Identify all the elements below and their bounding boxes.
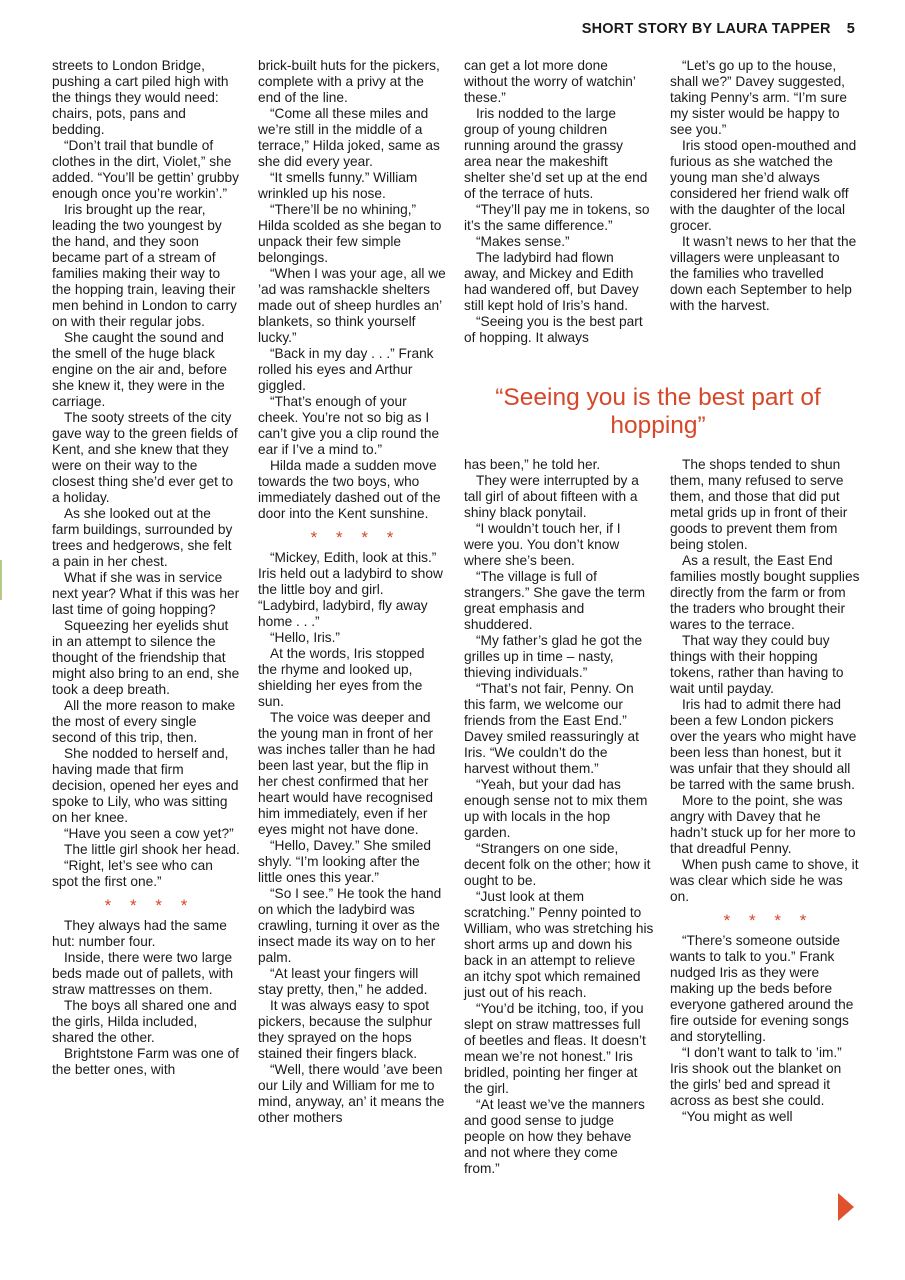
paragraph: “I don’t want to talk to ’im.” Iris shook out the blanket on the girls’ bed and spread it across as best she could. (670, 1045, 842, 1108)
paragraph: brick-built huts for the pickers, complete with a privy at the end of the line. (258, 58, 440, 105)
paragraph: “You’d be itching, too, if you slept on straw mattresses full of beetles and fleas. It doesn’t mean we’re not honest.” Iris bridled, pointing her finger at the girl. (464, 1001, 646, 1096)
paragraph: “There’s someone outside wants to talk to you.” Frank nudged Iris as they were making up the beds before everyone gathered around the fire outside for evening songs and storytelling. (670, 933, 854, 1044)
paragraph: “Makes sense.” (476, 234, 570, 249)
paragraph: The voice was deeper and the young man in front of her was inches taller than he had been last year, but the flip in her chest confirmed that her heart would have recognised him immediately, even if her eyes might not have done. (258, 710, 436, 837)
paragraph: “They’ll pay me in tokens, so it’s the same difference.” (464, 202, 650, 233)
column-2-part-1 (258, 58, 446, 522)
paragraph: She caught the sound and the smell of the huge black engine on the air and, before she knew it, they were in the carriage. (52, 330, 228, 409)
paragraph: “At least your fingers will stay pretty, then,” he added. (258, 966, 428, 997)
paragraph: She nodded to herself and, having made that firm decision, opened her eyes and spoke to Lily, who was sitting on her knee. (52, 746, 239, 825)
paragraph: When push came to shove, it was clear which side he was on. (670, 857, 859, 904)
paragraph: Iris nodded to the large group of young children running around the grassy area near the makeshift shelter she’d set up at the end of the terrace of huts. (464, 106, 648, 201)
column-1-part-2 (52, 918, 240, 1078)
paragraph: “Just look at them scratching.” Penny pointed to William, who was stretching his short arms up and down his back in an attempt to relieve an itchy spot which remained just out of his reach. (464, 889, 654, 1000)
paragraph: It was always easy to spot pickers, because the sulphur they sprayed on the hops stained their fingers black. (258, 998, 433, 1061)
paragraph: What if she was in service next year? What if this was her last time of going hopping? (52, 570, 240, 617)
column-3-bottom-text (464, 457, 654, 1177)
section-break-stars: * * * * (723, 911, 807, 930)
paragraph: “I wouldn’t touch her, if I were you. You don’t know where she’s been. (464, 521, 621, 568)
paragraph: As she looked out at the farm buildings, surrounded by trees and hedgerows, she felt a pain in her chest. (52, 506, 233, 569)
paragraph: “Strangers on one side, decent folk on the other; how it ought to be. (464, 841, 651, 888)
paragraph: “Well, there would ’ave been our Lily and William for me to mind, anyway, an’ it means the other mothers (258, 1062, 445, 1125)
paragraph: The little girl shook her head. (64, 842, 240, 857)
column-3-bottom (464, 457, 654, 1177)
paragraph: Brightstone Farm was one of the better ones, with (52, 1046, 239, 1077)
paragraph: “At least we’ve the manners and good sense to judge people on how they behave and not where they come from.” (464, 1097, 645, 1176)
paragraph: “That’s enough of your cheek. You’re not so big as I can’t give you a clip round the ear if I’ve a mind to.” (258, 394, 440, 457)
paragraph: “That’s not fair, Penny. On this farm, we welcome our friends from the East End.” Davey smiled reassuringly at Iris. “We couldn’t do the harvest without them.” (464, 681, 639, 776)
paragraph: At the words, Iris stopped the rhyme and looked up, shielding her eyes from the sun. (258, 646, 425, 709)
column-2-part-2 (258, 550, 446, 1126)
section-break-stars: * * * * (310, 528, 394, 547)
paragraph: “Hello, Iris.” (270, 630, 340, 645)
paragraph: “Yeah, but your dad has enough sense not to mix them up with locals in the hop garden. (464, 777, 648, 840)
paragraph: Squeezing her eyelids shut in an attempt to silence the thought of the friendship that might also bring to an end, she took a deep breath. (52, 618, 240, 697)
paragraph: “Mickey, Edith, look at this.” Iris held out a ladybird to show the little boy and girl. “Ladybird, ladybird, fly away home . . .” (258, 550, 443, 629)
paragraph: “When I was your age, all we ’ad was ramshackle shelters made out of sheep hurdles an’ blankets, so think yourself lucky.” (258, 266, 446, 345)
paragraph: “You might as well (682, 1109, 793, 1124)
paragraph: They always had the same hut: number four. (52, 918, 227, 949)
paragraph: “The village is full of strangers.” She gave the term great emphasis and shuddered. (464, 569, 646, 632)
column-4-bottom-part-1 (670, 457, 860, 905)
paragraph: “Right, let’s see who can spot the first one.” (52, 858, 213, 889)
paragraph: “My father’s glad he got the grilles up in time – nasty, thieving individuals.” (464, 633, 643, 680)
column-4-bottom (670, 457, 860, 1125)
column-1 (52, 58, 240, 1078)
paragraph: The shops tended to shun them, many refused to serve them, and those that did put metal grids up in front of their goods to prevent them from being stolen. (670, 457, 848, 552)
page-number: 5 (846, 21, 855, 37)
column-4-top (670, 58, 858, 314)
paragraph: Iris stood open-mouthed and furious as she watched the young man she’d always considered her friend walk off with the daughter of the local grocer. (670, 138, 857, 233)
continue-arrow-icon (838, 1193, 854, 1221)
column-1-part-1 (52, 58, 240, 890)
paragraph: Iris had to admit there had been a few London pickers over the years who might have been less than honest, but it was unfair that they should all be tarred with the same brush. (670, 697, 857, 792)
paragraph: That way they could buy things with their hopping tokens, rather than having to wait until payday. (670, 633, 844, 696)
section-break-stars: * * * * (104, 896, 188, 915)
paragraph: More to the point, she was angry with Davey that he hadn’t stuck up for her more to that dreadful Penny. (670, 793, 856, 856)
column-4-top-text (670, 58, 858, 314)
paragraph: “It smells funny.” William wrinkled up his nose. (258, 170, 418, 201)
pull-quote: “Seeing you is the best part of hopping” (495, 384, 821, 439)
paragraph: “Back in my day . . .” Frank rolled his eyes and Arthur giggled. (258, 346, 434, 393)
page-header (582, 21, 855, 37)
column-2 (258, 58, 446, 1126)
paragraph: It wasn’t news to her that the villagers were unpleasant to the families who travelled down each September to help with the harvest. (670, 234, 857, 313)
column-3-top (464, 58, 652, 346)
paragraph: “Hello, Davey.” She smiled shyly. “I’m looking after the little ones this year.” (258, 838, 432, 885)
paragraph: “Let’s go up to the house, shall we?” Davey suggested, taking Penny’s arm. “I’m sure my sister would be happy to see you.” (670, 58, 847, 137)
paragraph: has been,” he told her. (464, 457, 601, 472)
paragraph: “So I see.” He took the hand on which the ladybird was crawling, turning it over as the insect made its way on to her palm. (258, 886, 442, 965)
paragraph: “Have you seen a cow yet?” (64, 826, 234, 841)
paragraph: They were interrupted by a tall girl of about fifteen with a shiny black ponytail. (464, 473, 639, 520)
paragraph: All the more reason to make the most of every single second of this trip, then. (52, 698, 236, 745)
paragraph: “There’ll be no whining,” Hilda scolded as she began to unpack their few simple belongings. (258, 202, 442, 265)
paragraph: “Come all these miles and we’re still in the middle of a terrace,” Hilda joked, same as she did every year. (258, 106, 440, 169)
paragraph: “Don’t trail that bundle of clothes in the dirt, Violet,” she added. “You’ll be gettin’ grubby enough once you’re workin’.” (52, 138, 239, 201)
paragraph: Iris brought up the rear, leading the two youngest by the hand, and they soon became part of a stream of families making their way to the hopping train, leaving their men behind in London to carry on with their regular jobs. (52, 202, 237, 329)
paragraph: Inside, there were two large beds made out of pallets, with straw mattresses on them. (52, 950, 234, 997)
paragraph: Hilda made a sudden move towards the two boys, who immediately dashed out of the door into the Kent sunshine. (258, 458, 441, 521)
story-title: SHORT STORY BY LAURA TAPPER (581, 21, 831, 37)
paragraph: The ladybird had flown away, and Mickey and Edith had wandered off, but Davey still kept hold of Iris’s hand. (464, 250, 639, 313)
paragraph: “Seeing you is the best part of hopping. It always (464, 314, 643, 345)
column-4-bottom-part-2 (670, 933, 860, 1125)
column-3-top-text (464, 58, 652, 346)
paragraph: As a result, the East End families mostly bought supplies directly from the farm or from the traders who brought their wares to the terrace. (670, 553, 860, 632)
paragraph: streets to London Bridge, pushing a cart piled high with the things they would need: chairs, pots, pans and bedding. (52, 58, 229, 137)
page-edge-mark (0, 560, 2, 600)
paragraph: can get a lot more done without the worry of watchin’ these.” (464, 58, 636, 105)
paragraph: The sooty streets of the city gave way to the green fields of Kent, and she knew that they were on their way to the closest thing she’d ever get to a holiday. (52, 410, 238, 505)
paragraph: The boys all shared one and the girls, Hilda included, shared the other. (52, 998, 237, 1045)
